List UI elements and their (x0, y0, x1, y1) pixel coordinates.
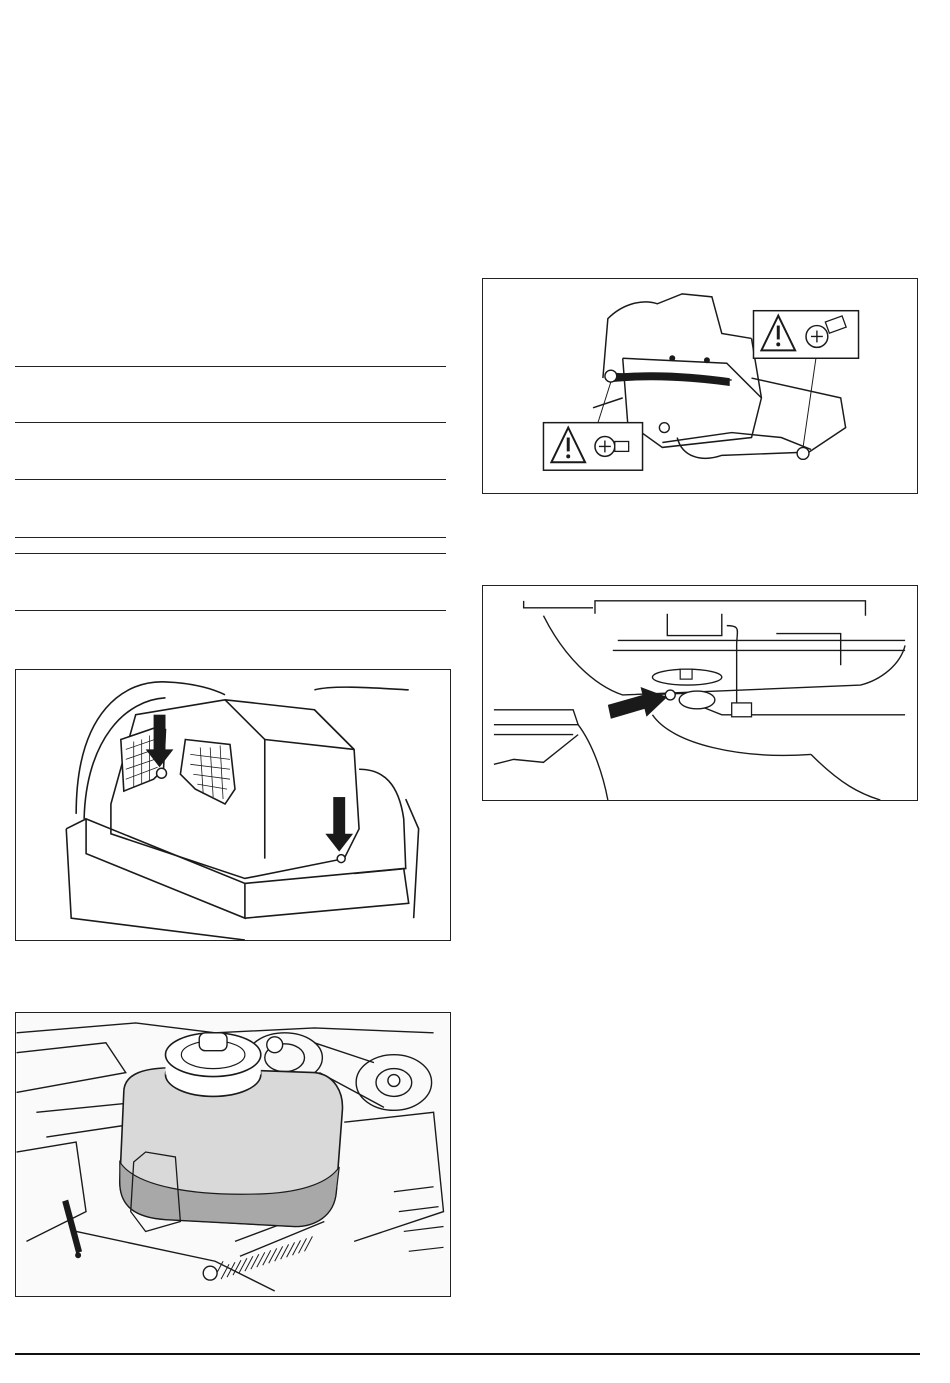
figure-underside-arrow (482, 585, 918, 801)
table-rule-4 (15, 537, 446, 538)
table-rule-3 (15, 479, 446, 480)
page-footer-rule (15, 1353, 920, 1355)
warning-label-left (543, 423, 642, 471)
engine-cover-illustration (16, 670, 450, 940)
exhaust-illustration (483, 279, 917, 493)
warning-label-right (754, 311, 859, 359)
engine-bay-illustration (16, 1013, 450, 1296)
underside-illustration (483, 586, 917, 800)
figure-engine-bay (15, 1012, 451, 1297)
table-rule-5 (15, 553, 446, 554)
figure-exhaust-warnings (482, 278, 918, 494)
table-rule-1 (15, 366, 446, 367)
table-rule-2 (15, 422, 446, 423)
right-arrow-icon (608, 687, 667, 719)
table-rule-6 (15, 610, 446, 611)
figure-engine-cover (15, 669, 451, 941)
